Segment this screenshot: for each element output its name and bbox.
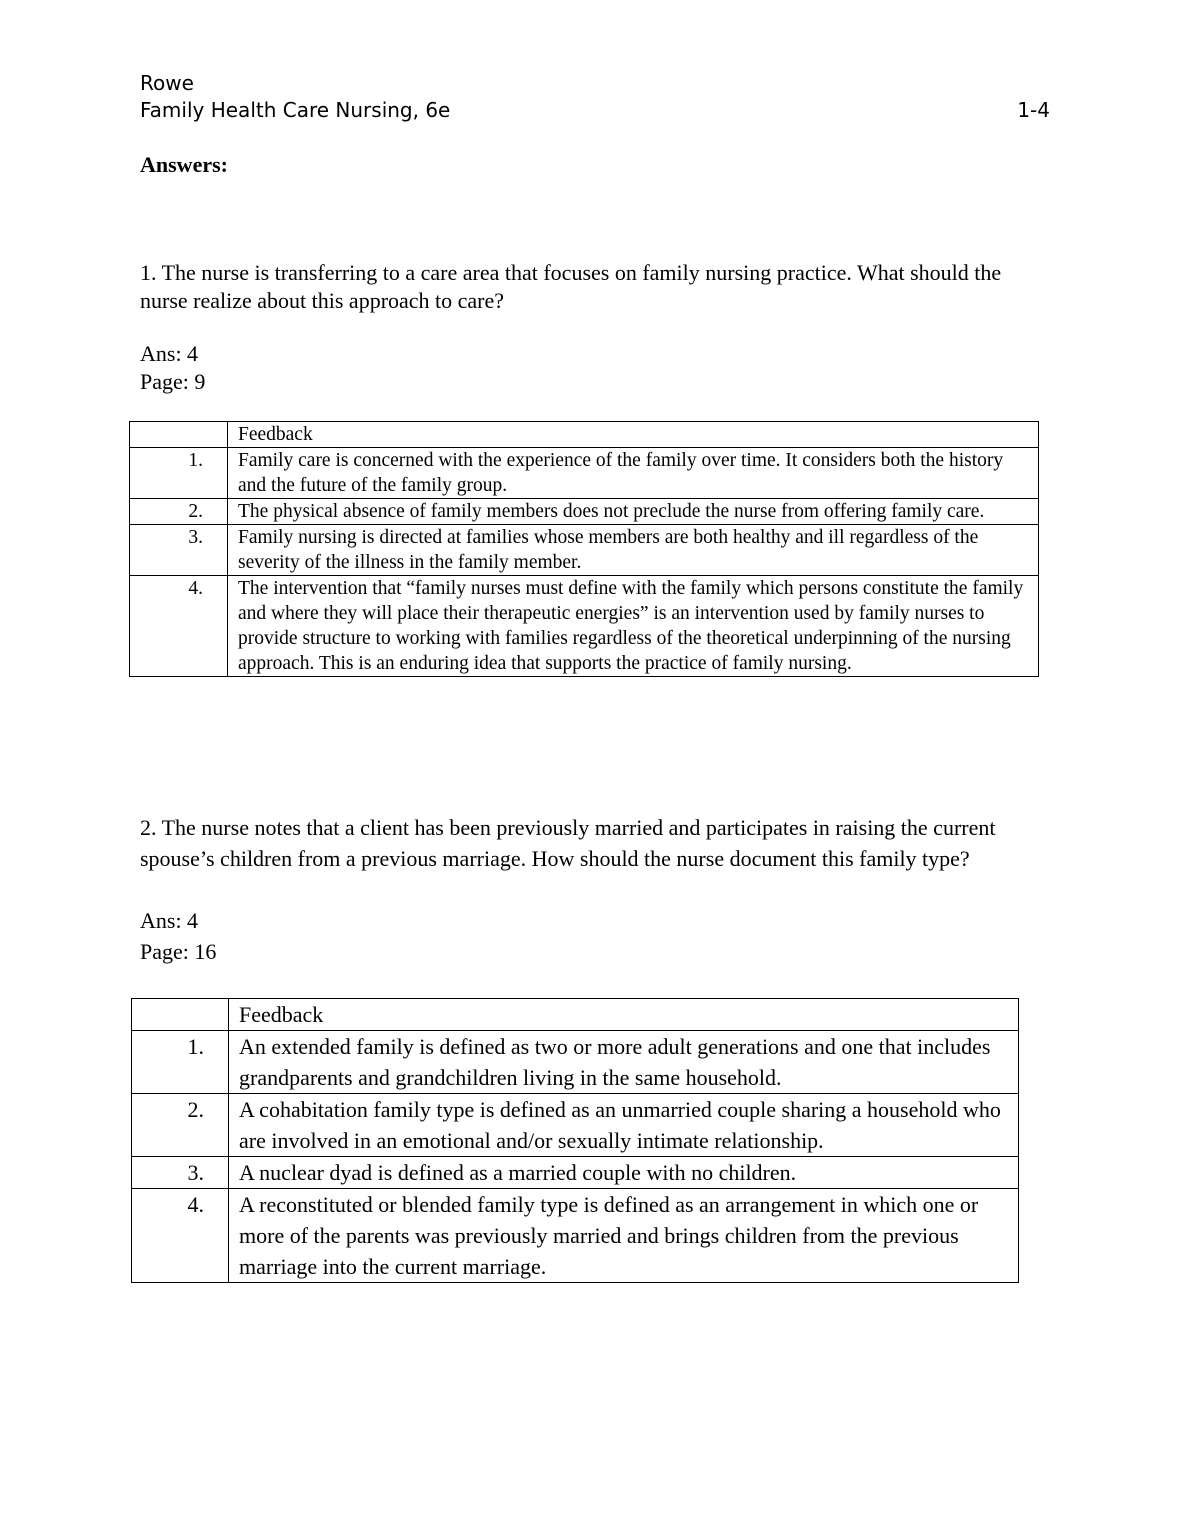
table-row	[130, 525, 1039, 576]
answers-heading: Answers:	[140, 152, 228, 177]
question-2-answer: Ans: 4	[140, 908, 199, 933]
feedback-number: 1.	[130, 448, 228, 499]
question-2-text: 2. The nurse notes that a client has been previously married and participates in raising the current spouse’s children from a previous marriage. How should the nurse document this family type?	[140, 815, 996, 871]
header-chapter-page: 1-4	[1017, 98, 1050, 122]
question-1-meta	[140, 340, 205, 396]
table-row	[130, 448, 1039, 499]
table-row	[132, 1031, 1019, 1094]
question-1-feedback-table	[129, 421, 1039, 677]
table-header-row	[130, 422, 1039, 448]
table-header-feedback: Feedback	[229, 999, 1019, 1031]
feedback-number: 1.	[132, 1031, 229, 1094]
question-2-meta	[140, 905, 216, 967]
header-author: Rowe	[140, 71, 194, 95]
feedback-number: 2.	[132, 1094, 229, 1157]
feedback-number: 4.	[132, 1189, 229, 1283]
table-row	[130, 499, 1039, 525]
question-2-feedback-table	[131, 998, 1019, 1283]
table-header-blank	[132, 999, 229, 1031]
feedback-text: Family nursing is directed at families whose members are both healthy and ill regardless of the severity of the illness in the family member.	[228, 525, 1039, 576]
feedback-number: 3.	[130, 525, 228, 576]
table-row	[132, 1189, 1019, 1283]
question-1-page: Page: 9	[140, 369, 206, 394]
header-book-title: Family Health Care Nursing, 6e	[140, 98, 451, 122]
feedback-text: An extended family is defined as two or more adult generations and one that includes grandparents and grandchildren living in the same household.	[229, 1031, 1019, 1094]
table-header-feedback: Feedback	[228, 422, 1039, 448]
feedback-text: A cohabitation family type is defined as an unmarried couple sharing a household who are involved in an emotional and/or sexually intimate relationship.	[229, 1094, 1019, 1157]
feedback-number: 2.	[130, 499, 228, 525]
table-row	[132, 1094, 1019, 1157]
header-title-row	[140, 97, 1050, 124]
table-header-row	[132, 999, 1019, 1031]
table-row	[130, 576, 1039, 677]
question-1-text: 1. The nurse is transferring to a care area that focuses on family nursing practice. What should the nurse realize about this approach to care?	[140, 260, 1002, 313]
question-1-answer: Ans: 4	[140, 341, 199, 366]
table-row	[132, 1157, 1019, 1189]
question-2-page: Page: 16	[140, 939, 217, 964]
feedback-text: A reconstituted or blended family type is defined as an arrangement in which one or more of the parents was previously married and brings children from the previous marriage into the current marriage.	[229, 1189, 1019, 1283]
feedback-number: 4.	[130, 576, 228, 677]
feedback-text: The intervention that “family nurses must define with the family which persons constitute the family and where they will place their therapeutic energies” is an intervention used by family nurses to provide structure to working with families regardless of the theoretical underpinning of the nursing approach. This is an enduring idea that supports the practice of family nursing.	[228, 576, 1039, 677]
feedback-text: A nuclear dyad is defined as a married couple with no children.	[229, 1157, 1019, 1189]
table-header-blank	[130, 422, 228, 448]
page-header	[140, 70, 1050, 124]
feedback-text: The physical absence of family members does not preclude the nurse from offering family care.	[228, 499, 1039, 525]
feedback-text: Family care is concerned with the experience of the family over time. It considers both the history and the future of the family group.	[228, 448, 1039, 499]
feedback-number: 3.	[132, 1157, 229, 1189]
